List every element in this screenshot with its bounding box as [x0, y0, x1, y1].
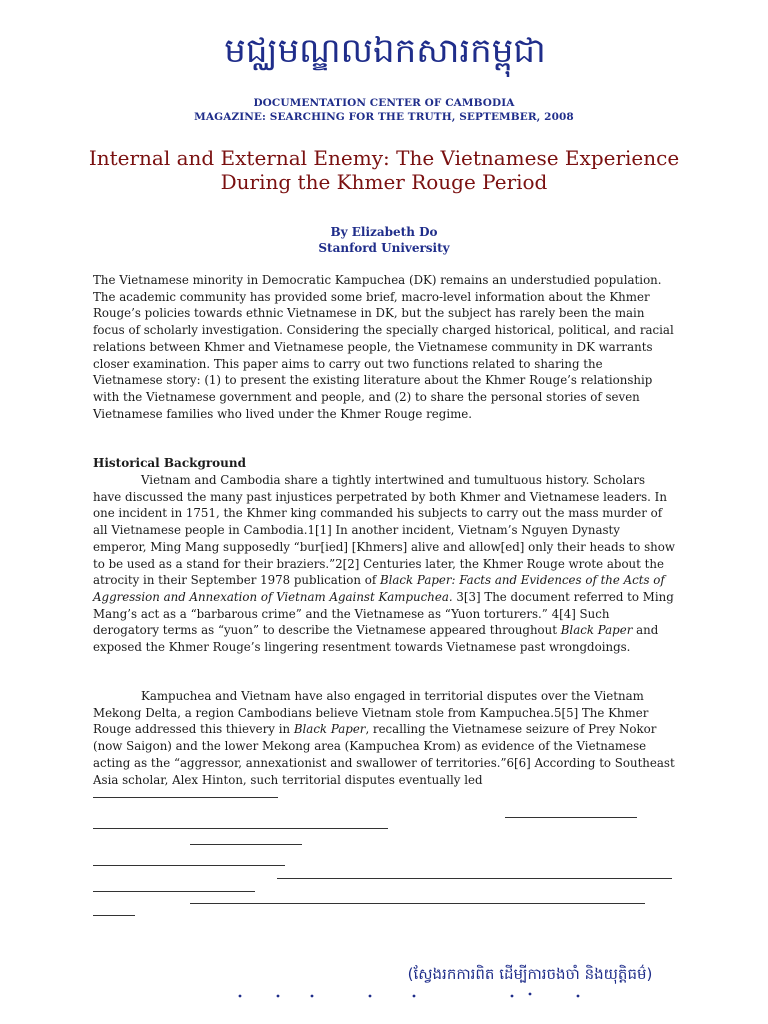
footnote-rule	[93, 865, 285, 866]
historical-paragraph-2	[93, 688, 675, 788]
footnote-rule	[93, 915, 135, 916]
khmer-title-text: មជ្ឈមណ្ឌលឯកសារកម្ពុជា	[224, 31, 546, 71]
article-title-line-1: Internal and External Enemy: The Vietnamese Experience	[88, 146, 680, 170]
section-heading: Historical Background	[93, 456, 246, 470]
footnote-rule	[190, 903, 645, 904]
khmer-motto-text: (ស្វែងរកការពិត ដើម្បីការចងចាំ និងយុត្តិធម៌)	[407, 965, 653, 983]
p2-text-b: 3[3] The document referred to Ming Mang’s act as a “barbarous crime” and the Vietnamese as “Yuon torturers.” 4[4] Such derogatory terms as “yuon” to describe the Vietnamese appeared throughout	[93, 589, 674, 638]
p3-text-a: Kampuchea and Vietnam have also engaged in territorial disputes over the Vietnam Mekong Delta, a region Cambodians believe Vietnam stole from Kampuchea.5[5] The Khmer Rouge addressed this thievery in	[93, 689, 649, 737]
intro-paragraph: The Vietnamese minority in Democratic Kampuchea (DK) remains an understudied population. The academic community has provided some brief, macro-level information about the Khmer Rouge’s policies towards ethnic Vietnamese in DK, but the subject has rarely been the main focus of scholarly investigation. Considering the specially charged historical, political, and racial relations between Khmer and Vietnamese people, the Vietnamese community in DK warrants closer examination. This paper aims to carry out two functions related to sharing the Vietnamese story: (1) to present the existing literature about the Khmer Rouge’s relationship with the Vietnamese government and people, and (2) to share the personal stories of seven Vietnamese families who lived under the Khmer Rouge regime.	[93, 273, 674, 421]
article-title-line-2: During the Khmer Rouge Period	[220, 170, 548, 194]
p2-text-a: Vietnam and Cambodia share a tightly intertwined and tumultuous history. Scholars have discussed the many past injustices perpetrated by both Khmer and Vietnamese leaders. In one incident in 1751, the Khmer king commanded his subjects to carry out the mass murder of all Vietnamese people in Cambodia.1[1] In another incident, Vietnam’s Nguyen Dynasty emperor, Ming Mang supposedly “bur[ied] [Khmers] alive and allow[ed] only their heads to show to be used as a stand for their braziers.”2[2] Centuries later, the Khmer Rouge wrote about the atrocity in their September 1978 publication of	[93, 473, 675, 588]
footnote-rule	[93, 891, 255, 892]
khmer-title-logo	[180, 22, 590, 82]
p3-italic: Black Paper	[293, 722, 366, 737]
org-name: DOCUMENTATION CENTER OF CAMBODIA	[253, 97, 515, 109]
footnote-rule	[190, 844, 302, 845]
footnote-rule	[93, 828, 388, 829]
p2-text-c: and exposed the Khmer Rouge’s lingering resentment towards Vietnamese past wrongdoings.	[93, 623, 659, 655]
author-byline: By Elizabeth Do	[330, 225, 438, 239]
p2-italic-short: Black Paper	[560, 623, 633, 638]
p2-italic-title: Black Paper: Facts and Evidences of the Acts of Aggression and Annexation of Vietnam Against Kampuchea.	[93, 573, 665, 604]
magazine-line: MAGAZINE: SEARCHING FOR THE TRUTH, SEPTEMBER, 2008	[194, 111, 574, 123]
author-affiliation: Stanford University	[318, 241, 450, 255]
footnote-rule	[505, 817, 637, 818]
footnote-rule	[277, 878, 672, 879]
p3-text-b: , recalling the Vietnamese seizure of Prey Nokor (now Saigon) and the lower Mekong area (Kampuchea Krom) as evidence of the Vietnamese acting as the “aggressor, annexationist and swallower of territories.”6[6] According to Southeast Asia scholar, Alex Hinton, such territorial disputes eventually led	[93, 722, 675, 787]
historical-paragraph-1	[93, 472, 675, 656]
footnote-rule	[93, 797, 278, 798]
footer-dots	[230, 990, 650, 1002]
